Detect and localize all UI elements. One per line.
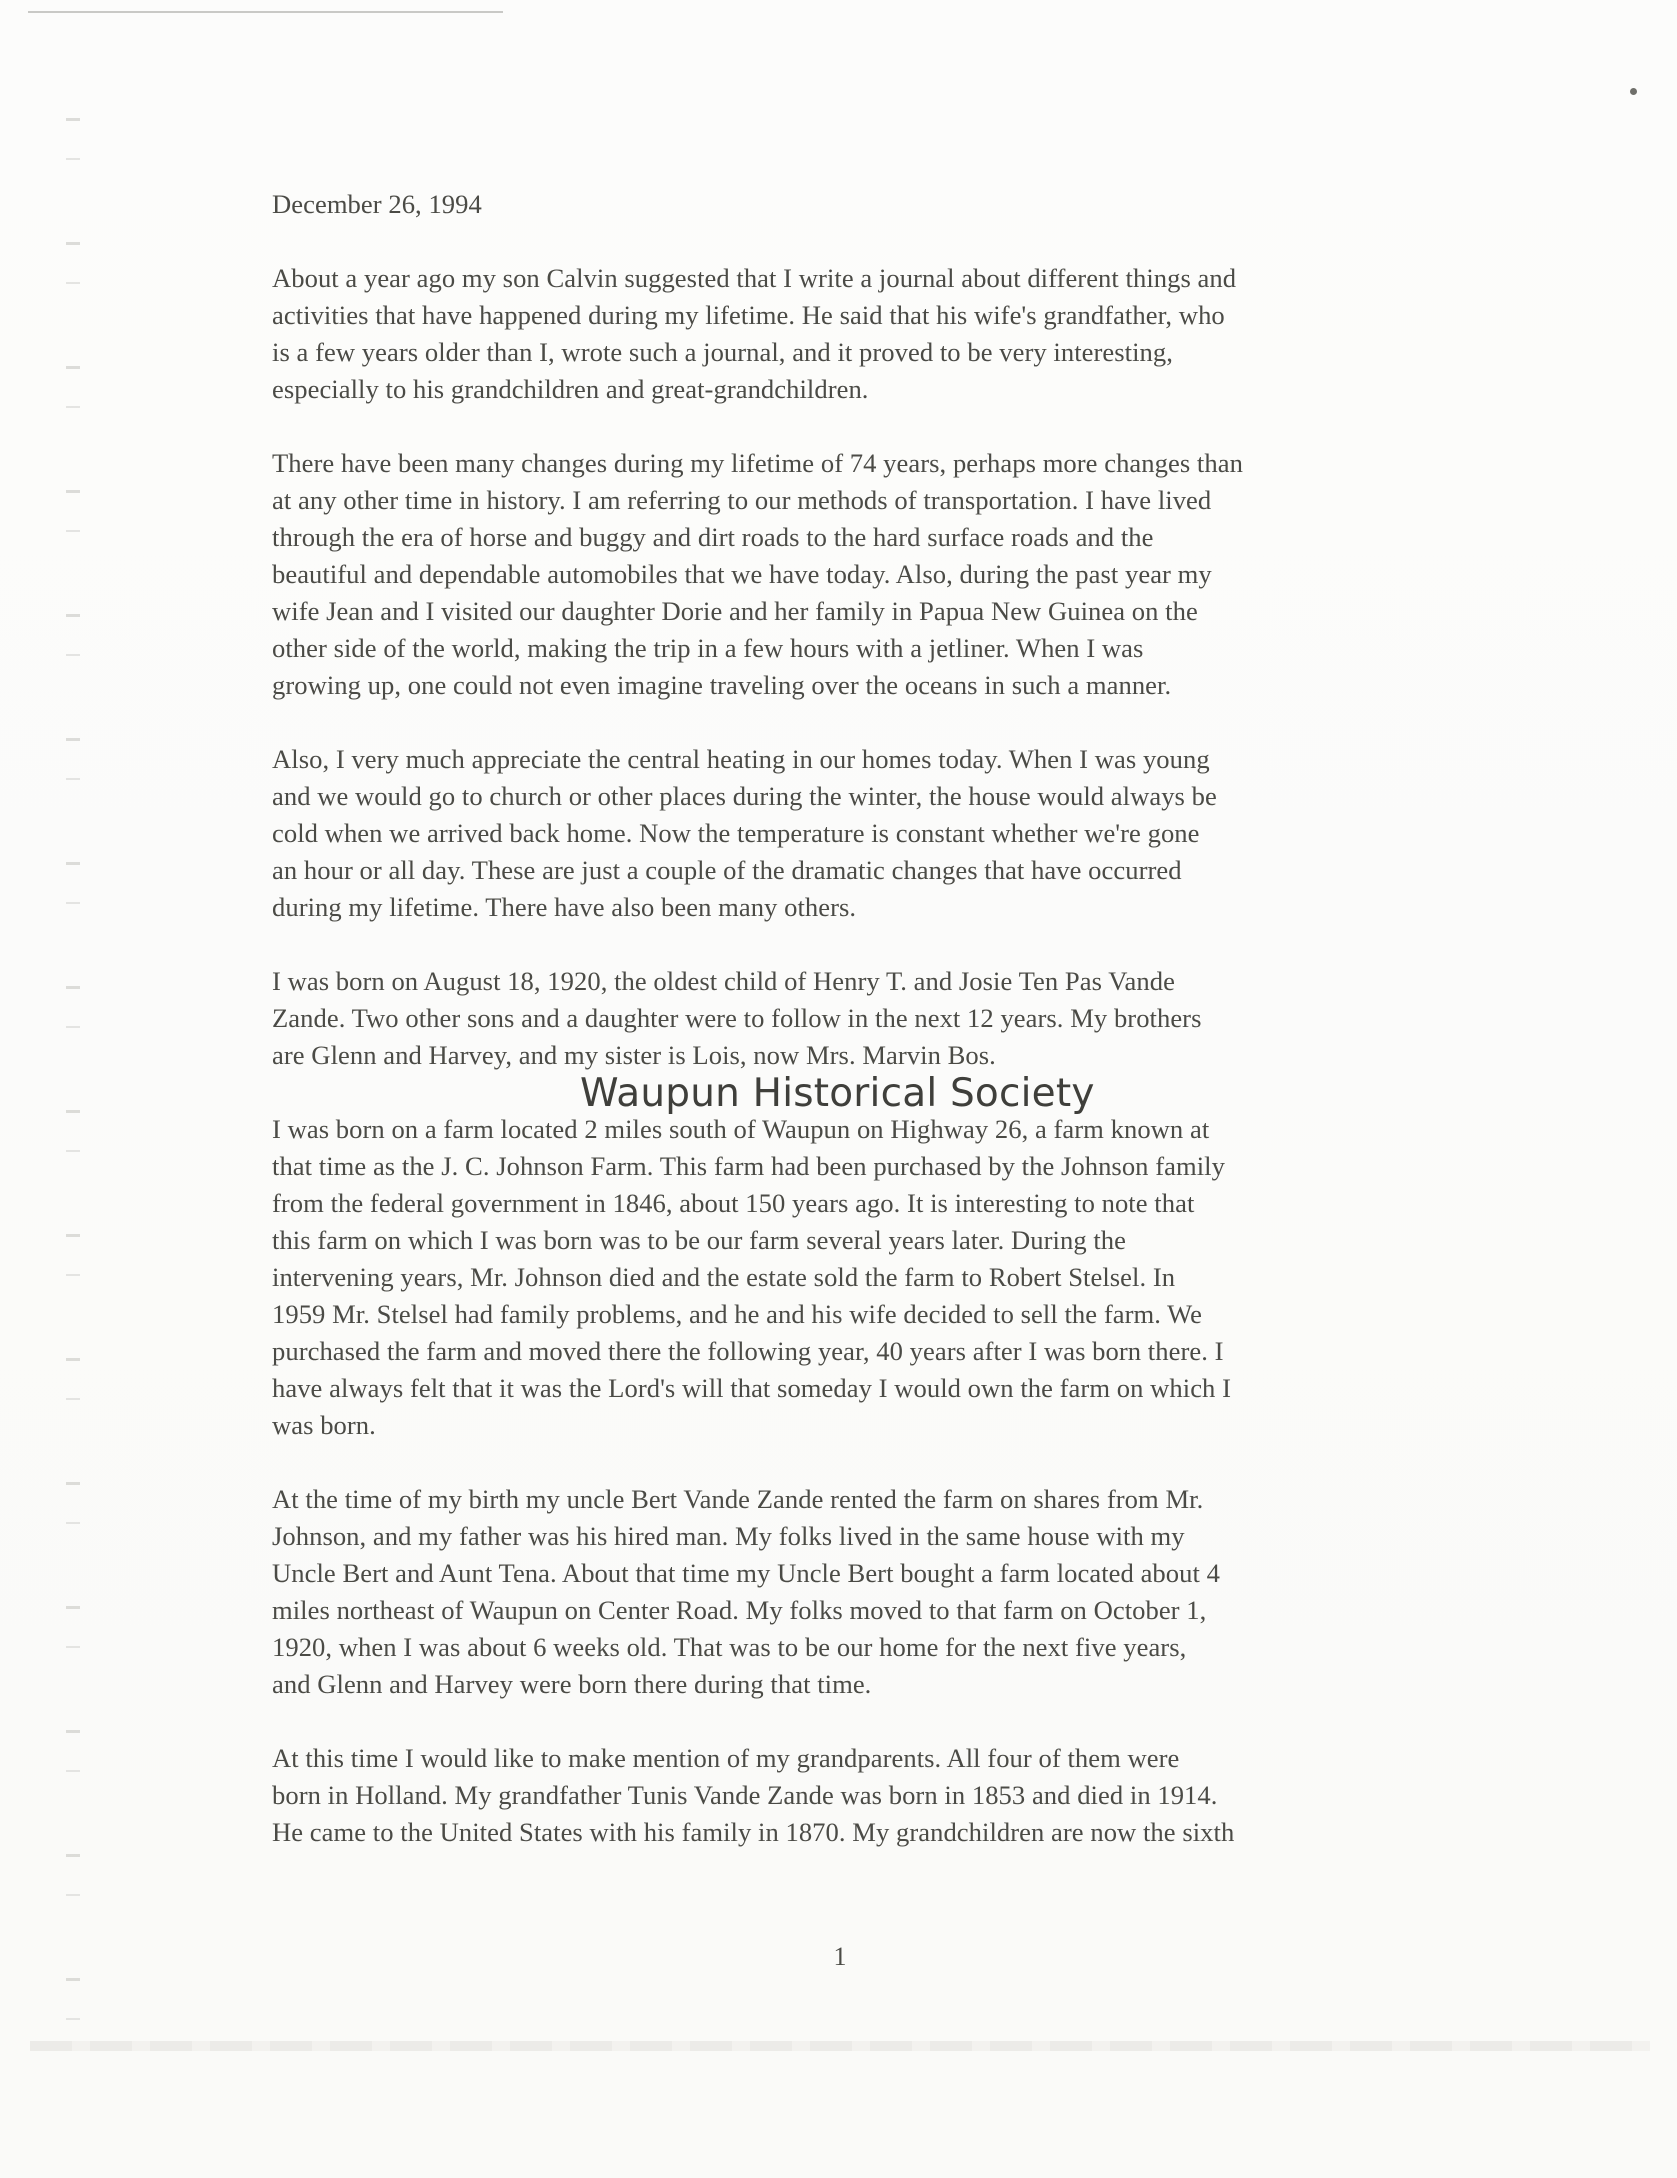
text-line: beautiful and dependable automobiles that we have today. Also, during the past year my: [272, 559, 1212, 589]
text-line: At the time of my birth my uncle Bert Vande Zande rented the farm on shares from Mr.: [272, 1484, 1204, 1514]
journal-text: [272, 186, 1420, 1888]
text-line: through the era of horse and buggy and dirt roads to the hard surface roads and the: [272, 522, 1154, 552]
paragraph-list: [272, 260, 1420, 1851]
text-line: wife Jean and I visited our daughter Dorie and her family in Papua New Guinea on the: [272, 596, 1198, 626]
text-line: intervening years, Mr. Johnson died and the estate sold the farm to Robert Stelsel. In: [272, 1262, 1176, 1292]
top-rule: [28, 11, 503, 13]
text-line: growing up, one could not even imagine traveling over the oceans in such a manner.: [272, 670, 1172, 700]
text-line: are Glenn and Harvey, and my sister is Lois, now Mrs. Marvin Bos.: [272, 1040, 996, 1070]
text-line: during my lifetime. There have also been many others.: [272, 892, 857, 922]
text-line: and we would go to church or other places during the winter, the house would always be: [272, 781, 1217, 811]
text-line: activities that have happened during my lifetime. He said that his wife's grandfather, who: [272, 300, 1225, 330]
scan-bottom-edge: [30, 2041, 1650, 2051]
text-line: At this time I would like to make mention of my grandparents. All four of them were: [272, 1743, 1180, 1773]
text-line: He came to the United States with his family in 1870. My grandchildren are now the sixth: [272, 1817, 1235, 1847]
text-line: that time as the J. C. Johnson Farm. This farm had been purchased by the Johnson family: [272, 1151, 1225, 1181]
paragraph: [272, 741, 1420, 926]
paragraph: [272, 1111, 1420, 1444]
watermark-text: Waupun Historical Society: [580, 1071, 1095, 1116]
scan-left-edge: [66, 60, 80, 2040]
text-line: Johnson, and my father was his hired man. My folks lived in the same house with my: [272, 1521, 1185, 1551]
text-line: especially to his grandchildren and great-grandchildren.: [272, 374, 869, 404]
paragraph: [272, 260, 1420, 408]
text-line: from the federal government in 1846, about 150 years ago. It is interesting to note that: [272, 1188, 1195, 1218]
text-line: Uncle Bert and Aunt Tena. About that time my Uncle Bert bought a farm located about 4: [272, 1558, 1220, 1588]
journal-date: December 26, 1994: [272, 189, 482, 219]
text-line: was born.: [272, 1410, 376, 1440]
paragraph: [272, 1740, 1420, 1851]
text-line: at any other time in history. I am referring to our methods of transportation. I have lived: [272, 485, 1212, 515]
text-line: 1920, when I was about 6 weeks old. That was to be our home for the next five years,: [272, 1632, 1187, 1662]
corner-mark: [1630, 88, 1637, 95]
page-number: 1: [833, 1942, 847, 1971]
paragraph: [272, 1481, 1420, 1703]
text-line: and Glenn and Harvey were born there during that time.: [272, 1669, 872, 1699]
text-line: is a few years older than I, wrote such a journal, and it proved to be very interesting,: [272, 337, 1173, 367]
text-line: purchased the farm and moved there the following year, 40 years after I was born there. I: [272, 1336, 1224, 1366]
text-line: this farm on which I was born was to be our farm several years later. During the: [272, 1225, 1126, 1255]
text-line: Zande. Two other sons and a daughter were to follow in the next 12 years. My brothers: [272, 1003, 1202, 1033]
text-line: have always felt that it was the Lord's will that someday I would own the farm on which I: [272, 1373, 1231, 1403]
text-line: born in Holland. My grandfather Tunis Vande Zande was born in 1853 and died in 1914.: [272, 1780, 1218, 1810]
text-line: miles northeast of Waupun on Center Road. My folks moved to that farm on October 1,: [272, 1595, 1207, 1625]
text-line: I was born on August 18, 1920, the oldest child of Henry T. and Josie Ten Pas Vande: [272, 966, 1175, 996]
paragraph: [272, 963, 1420, 1074]
text-line: I was born on a farm located 2 miles south of Waupun on Highway 26, a farm known at: [272, 1114, 1210, 1144]
text-line: 1959 Mr. Stelsel had family problems, and he and his wife decided to sell the farm. We: [272, 1299, 1203, 1329]
text-line: other side of the world, making the trip in a few hours with a jetliner. When I was: [272, 633, 1144, 663]
text-line: There have been many changes during my lifetime of 74 years, perhaps more changes than: [272, 448, 1243, 478]
text-line: an hour or all day. These are just a couple of the dramatic changes that have occurred: [272, 855, 1182, 885]
text-line: cold when we arrived back home. Now the temperature is constant whether we're gone: [272, 818, 1200, 848]
paragraph: [272, 445, 1420, 704]
text-line: About a year ago my son Calvin suggested that I write a journal about different things and: [272, 263, 1237, 293]
text-line: Also, I very much appreciate the central heating in our homes today. When I was young: [272, 744, 1210, 774]
